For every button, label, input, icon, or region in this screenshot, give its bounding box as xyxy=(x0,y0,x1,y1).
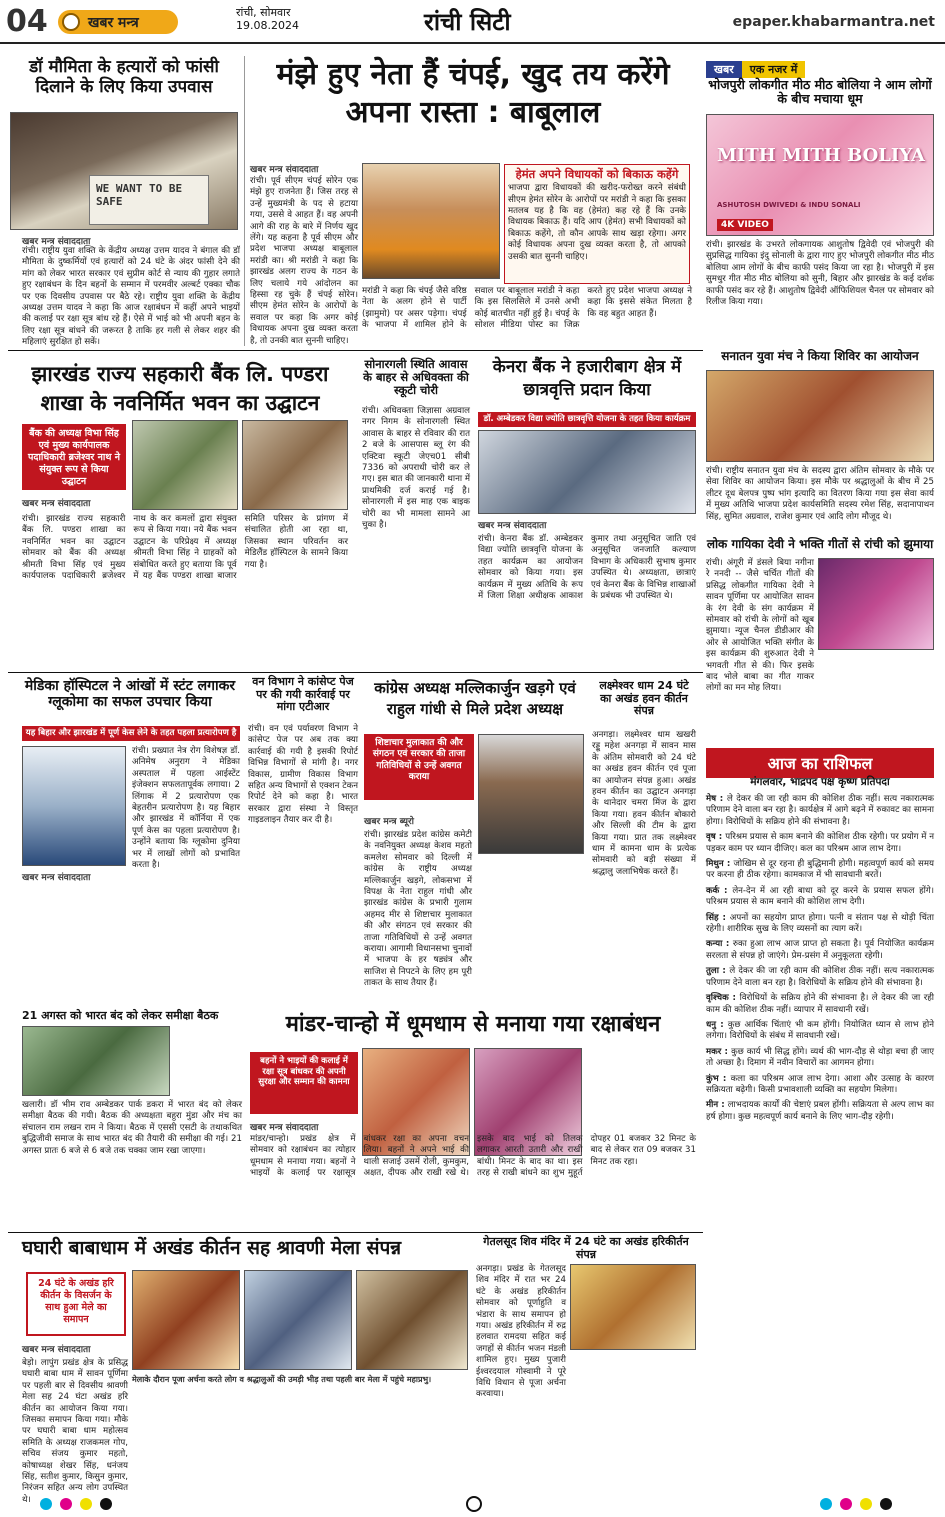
rashifal-sign: कन्या : xyxy=(706,939,733,950)
bank-body: रांची। झारखंड राज्य सहकारी बैंक लि. पण्डरा शाखा का नवनिर्मित भवन का उद्घाटन सोमवार को बैंक की अध्यक्ष श्रीमती विभा सिंह एवं मुख्य कार्यपालक पदाधिकारी ब्रजेश्वर नाथ के कर कमलों द्वारा संयुक्त रूप से किया गया। नये बैंक भवन उद्घाटन के परिप्रेक्ष्य में अध्यक्ष श्रीमती विभा सिंह ने ग्राहकों को संबोधित करते हुए बताया कि पूर्व में यह बैंक पण्डरा शाखा बाजार समिति परिसर के प्रांगण में संचालित होती आ रहा था, जिसका स्थान परिवर्तन कर मेडिलैंड हॉस्पिटल के सामने किया गया है। xyxy=(22,514,348,582)
rashifal-text: विरोधियों के सक्रिय होने की संभावना है। ले देकर की जा रही काम की कोशिश ठीक नहीं। व्यापार में सावधानी रखें। xyxy=(706,993,934,1015)
rashifal-text: ले देकर की जा रही काम की कोशिश ठीक नहीं। सत्य नकारात्मक परिणाम देने वाला बन रहा है। विरोधियों के सक्रिय होने की संभावना है। xyxy=(706,966,934,988)
ghaghari-caption: मेलाके दौरान पूजा अर्चना करते लोग व श्रद्धालुओं की उमड़ी भीड़ तथा पहली बार मेला में पहुंचे महाप्रभु। xyxy=(132,1375,432,1384)
city-day: रांची, सोमवार xyxy=(236,6,291,19)
ghaghari-byline: खबर मन्त्र संवाददाता xyxy=(22,1345,91,1355)
bank-photo-1 xyxy=(132,420,238,510)
laxmeshwar-headline: लक्ष्मेश्वर धाम 24 घंटे का अखंड हवन कीर्तन संपन्न xyxy=(599,679,689,718)
doctor-photo xyxy=(22,746,126,866)
canara-callout: डॉ. अम्बेडकर विद्या ज्योति छात्रवृत्ति योजना के तहत किया कार्यक्रम xyxy=(478,412,696,427)
lead-byline: खबर मन्त्र संवाददाता xyxy=(250,165,319,175)
raksha-byline: खबर मन्त्र संवाददाता xyxy=(250,1123,319,1133)
lead-body-b: मरांडी ने कहा कि चंपई जैसे वरिष्ठ नेता के अलग होने से पार्टी (झामुमो) पर असर पड़ेगा। चंपई के भाजपा में शामिल होने के सवाल पर बाबूलाल मरांडी ने कहा कि इस सिलसिले में उनसे अभी कोई बातचीत नहीं हुई है। चंपई के सोशल मीडिया पोस्ट का जिक्र करते हुए प्रदेश भाजपा अध्यक्ष ने कहा कि इससे संकेत मिलता है कि वह बहुत आहत हैं। xyxy=(362,286,692,331)
cyan-mark-icon xyxy=(820,1498,832,1510)
congress-headline: कांग्रेस अध्यक्ष मल्लिकार्जुन खड़गे एवं राहुल गांधी से मिले प्रदेश अध्यक्ष xyxy=(374,679,576,718)
medica-callout: यह बिहार और झारखंड में पूर्ण केस लेने के तहत पहला प्रत्यारोपण है xyxy=(22,726,240,741)
medica-body-a: रांची। प्रख्यात नेत्र रोग विशेषज्ञ डॉ. अनिमेष अनुराग ने मेडिका अस्पताल में पहला आईस्टेंट इंजेक्शन सफलतापूर्वक लगाया। 2 लिंगाक में 2 प्रत्यारोपण एक बेहतरीन प्रत्यारोपण है। यह बिहार और झारखंड में कॉर्निया में एक पूर्ण केस का पहला प्रत्यारोपण है। उन्होंने बताया कि ग्लूकोमा दुनिया भर में लाखों लोगों को प्रभावित करता है। xyxy=(132,746,240,871)
rashifal-entry xyxy=(706,832,934,855)
devi-body-a: रांची। अंगूरी में डंसले बिया नगीना रे ननदी -- जैसे चर्चित गीतों की प्रसिद्ध लोकगीत गायिका देवी ने सावन पूर्णिमा पर आयोजित सावन के रंग देवी के संग कार्यक्रम में सोमवार को रांची के लोगों को खूब झुमाया। न्यूज चैनल डीडीआर की ओर से आयोजित भक्ति संगीत के इस कार्यक्रम की शुरुआत देवी ने भगवती गीत से की। फिर इसके बाद भोले बाबा का गीत गाकर लोगों का मन मोह लिया। xyxy=(706,558,814,694)
ghaghari-photo-3 xyxy=(356,1270,468,1370)
congress-byline: खबर मन्त्र ब्यूरो xyxy=(364,817,414,827)
rashifal-text: जोखिम से दूर रहना ही बुद्धिमानी होगी। महत्वपूर्ण कार्य को समय पर करना ही ठीक रहेगा। कामकाज में भी सावधानी बरतें। xyxy=(706,859,934,881)
bandh-photo xyxy=(22,1026,170,1096)
scooty-headline: सोनारगली स्थिति आवास के बाहर से अधिवक्ता की स्कूटी चोरी xyxy=(363,357,469,398)
sanatan-headline: सनातन युवा मंच ने किया शिविर का आयोजन xyxy=(721,349,919,363)
bandh-body: खलारी। डॉ भीम राव अम्बेडकर पार्क डकरा में भारत बंद को लेकर समीक्षा बैठक की गयी। बैठक की अध्यक्षता बहुरा मुंडा और मंच का संचालन राम लखन राम ने किया। बैठक में एससी एसटी के तथाकथित बुद्धिजीवी समाज के साथ भारत बंद की तैयारी की समीक्षा की गई। 21 अगस्त प्रातः 6 बजे से 6 बजे तक चक्का जाम रखा जाएगा। xyxy=(22,1100,242,1156)
rashifal-sign: मकर : xyxy=(706,1046,732,1057)
rashifal-text: रुका हुआ लाभ आज प्राप्त हो सकता है। पूर्व नियोजित कार्यक्रम सरलता से संपन्न हो जाएंगे। प्रेम-प्रसंग में अनुकूलता रहेगी। xyxy=(706,939,934,961)
canara-photo xyxy=(478,430,696,514)
sidebar-tag: खबर xyxy=(706,61,742,78)
rashifal-sign: मीन : xyxy=(706,1100,728,1111)
fast-headline: डॉ मौमिता के हत्यारों को फांसी दिलाने के लिए किया उपवास xyxy=(29,57,219,97)
rashifal-entry xyxy=(706,1020,934,1043)
ghaghari-photo-2 xyxy=(244,1270,352,1370)
bhojpuri-body: रांची। झारखंड के उभरते लोकगायक आशुतोष द्विवेदी एवं भोजपुरी की सुप्रसिद्ध गायिका इंदु सोनाली के द्वारा गाए हुए भोजपुरी लोकगीत मीठ मीठ बोलिया आम लोगों के बीच काफी पसंद किया जा रहा है। भोजपुरी में इस सुमधुर गीत मीठ मीठ बोलिया को सुनी, बिहार और झारखंड के कई दर्शक काफी पसंद कर रहे हैं। आशुतोष द्विवेदी ऑफिशियल चैनल पर सोमवार को रिलीज किया गया। xyxy=(706,240,934,308)
canara-body: रांची। केनरा बैंक डॉ. अम्बेडकर विद्या ज्योति छात्रवृत्ति योजना के तहत कार्यक्रम का आयोजन सोमवार को किया गया। इस कार्यक्रम में मुख्य अतिथि के रूप में जिला शिक्षा अधीक्षक आकाश कुमार तथा अनुसूचित जाति एवं अनुसूचित जनजाति कल्याण विभाग के अधिकारी सुभाष कुमार उपस्थित थे। अध्यक्षता, छात्राएं एवं केनरा बैंक के विभिन्न शाखाओं के प्रबंधक भी उपस्थित थे। xyxy=(478,534,696,602)
rashifal-sign: मेष : xyxy=(706,794,727,804)
rashifal-sign: कर्क : xyxy=(706,885,733,896)
ghaghari-headline: घघारी बाबाधाम में अखंड कीर्तन सह श्रावणी मेला संपन्न xyxy=(22,1237,402,1259)
yellow-mark-icon xyxy=(860,1498,872,1510)
rashifal-entry xyxy=(706,993,934,1016)
raksha-callout: बहनों ने भाइयों की कलाई में रक्षा सूत्र बांधकर की अपनी सुरक्षा और सम्मान की कामना xyxy=(250,1052,358,1114)
cyan-mark-icon xyxy=(40,1498,52,1510)
congress-body: रांची। झारखंड प्रदेश कांग्रेस कमेटी के नवनियुक्त अध्यक्ष केशव महतो कमलेश सोमवार को दिल्ली में कांग्रेस के राष्ट्रीय अध्यक्ष मल्लिकार्जुन खड़गे, लोकसभा में विपक्ष के नेता राहुल गांधी और झारखंड कांग्रेस के प्रभारी गुलाम अहमद मीर से शिष्टाचार मुलाकात की और संगठन एवं सरकार की ताजा गतिविधियों से उन्हें अवगत कराया। आगामी विधानसभा चुनावों में भाजपा के हर षड्यंत्र और साजिश से निपटने के लिए हम पूरी ताकत के साथ तैयार हैं। xyxy=(364,830,472,989)
bank-photo-2 xyxy=(242,420,348,510)
sidebar-kicker: एक नजर में xyxy=(742,61,806,78)
rashifal-text: परिश्रम प्रयास से काम बनाने की कोशिश ठीक रहेगी। पर प्रयोग में न पड़कर काम पर ध्यान दीजिए। कल का परिश्रम आज लाभ देगा। xyxy=(706,832,935,854)
dateline xyxy=(236,6,299,32)
rashifal-sign: धनु : xyxy=(706,1019,728,1030)
medica-byline: खबर मन्त्र संवाददाता xyxy=(22,873,91,883)
congress-callout: शिष्टाचार मुलाकात की और संगठन एवं सरकार की ताजा गतिविधियों से उन्हें अवगत कराया xyxy=(364,734,474,800)
rashifal-text: अपनों का सहयोग प्राप्त होगा। पत्नी व संतान पक्ष से थोड़ी चिंता रहेगी। शारीरिक सुख के लिए व्यसनों का त्याग करें। xyxy=(706,912,934,935)
rashifal-entry xyxy=(706,966,934,989)
shiv-body: अनगड़ा। प्रखंड के गेतलसूद शिव मंदिर में रात भर 24 घंटे के अखंड हरिकीर्तन सोमवार को पूर्णाहुति व भंडारा के साथ समापन हो गया। अखंड हरिकीर्तन में रुद्र हलवात रामदया सहित कई जगहों से कीर्तन भजन मंडली शामिल हुए। मुख्य पुजारी ईश्वरदयाल गोस्वामी ने पूरे विधि विधान से पूजा अर्चना करवाया। xyxy=(476,1264,566,1400)
sanatan-body: रांची। राष्ट्रीय सनातन युवा मंच के सदस्य द्वारा अंतिम सोमवार के मौके पर सेवा शिविर का आयोजन किया। इस मौके पर श्रद्धालुओं के बीच में 25 लीटर दूध बेलपत्र पुष्प भांग इत्यादि का वितरण किया गया इस सेवा कार्य में मुख्य अतिथि भाजपा प्रदेश कार्यसमिति सदस्य रमेश सिंह, सदानापाथन सिंह, सुमित अग्रवाल, राजेश कुमार एवं आदि लोग मौजूद थे। xyxy=(706,466,934,522)
medica-headline: मेडिका हॉस्पिटल ने आंखों में स्टंट लगाकर ग्लूकोमा का सफल उपचार किया xyxy=(24,678,236,711)
rashifal-sign: सिंह : xyxy=(706,912,730,923)
site-link[interactable]: epaper.khabarmantra.net xyxy=(732,14,935,30)
sub-headline: हेमंत अपने विधायकों को बिकाऊ कहेंगे xyxy=(515,167,679,181)
rashifal-list xyxy=(706,794,934,1484)
magenta-mark-icon xyxy=(60,1498,72,1510)
bank-callout: बैंक की अध्यक्ष विभा सिंह एवं मुख्य कार्यपालक पदाधिकारी ब्रजेश्वर नाथ ने संयुक्त रूप से किया उद्घाटन xyxy=(22,424,126,490)
forest-body: रांची। वन एवं पर्यावरण विभाग ने कांसेप्ट पेज पर अब तक क्या कार्रवाई की गयी है इसकी रिपोर्ट विभिन्न विभागों से मांगी है। नगर विकास, ग्रामीण विकास विभाग सहित अन्य विभागों से एक्शन टेकन रिपोर्ट देने को कहा है। भारत सरकार द्वारा संस्था ने विस्तृत गाइडलाइन तैयार कर दी है। xyxy=(248,724,358,826)
sub-body: भाजपा द्वारा विधायकों की खरीद-फरोख्त करने संबंधी सीएम हेमंत सोरेन के आरोपों पर मरांडी ने कहा कि इसका मतलब यह है कि वह (हेमंत) कह रहे हैं कि उनके विधायक बिकाऊ हैं। यदि आप (हेमंत) सभी विधायकों को बिकाऊ कहेंगे, तो कौन आपके साथ खड़ा रहेगा। अगर कोई विधायक अपना दुख व्यक्त करता है, तो आपको उसकी बात सुननी चाहिए। xyxy=(508,183,686,262)
forest-headline: वन विभाग ने कांसेप्ट पेज पर की गयी कार्रवाई पर मांगा एटीआर xyxy=(252,675,354,714)
rashifal-entry xyxy=(706,1100,934,1123)
rashifal-text: कुछ आर्थिक चिंताएं भी कम होंगी। नियोजित ध्यान से लाभ होने लगेगा। विरोधियों के संबंध में सावधानी रखें। xyxy=(706,1019,934,1042)
ghaghari-body-a: बेड़ो। लापुंग प्रखंड क्षेत्र के प्रसिद्ध घघारी बाबा धाम में सावन पूर्णिमा पर पहली बार से दिवसीय श्रावणी मेला सह 24 घंटा अखंड हरि कीर्तन का आयोजन किया गया। जिसका समापन किया गया। मौके पर घघारी बाबा धाम महोत्सव समिति के अध्यक्ष राजकमल गोप, सचिव संजय कुमार महतो, कोषाध्यक्ष शेखर सिंह, धनंजय सिंह, सतीश कुमार, किसुन कुमार, निरंजन सहित अन्य लोग उपस्थित थे। xyxy=(22,1358,128,1505)
shiv-headline: गेतलसूद शिव मंदिर में 24 घंटे का अखंड हरिकीर्तन संपन्न xyxy=(483,1235,689,1261)
sidebar-header xyxy=(706,58,805,77)
section-title: रांची सिटी xyxy=(424,8,511,36)
poster-credit: ASHUTOSH DWIVEDI & INDU SONALI xyxy=(717,201,861,209)
canara-headline: केनरा बैंक ने हजारीबाग क्षेत्र में छात्रवृत्ति प्रदान किया xyxy=(492,357,682,400)
divider xyxy=(244,56,245,346)
rashifal-entry xyxy=(706,886,934,909)
raksha-headline: मांडर-चान्हो में धूमधाम से मनाया गया रक्षाबंधन xyxy=(285,1012,661,1037)
yellow-mark-icon xyxy=(80,1498,92,1510)
sanatan-photo xyxy=(706,370,934,462)
fast-body: रांची। राष्ट्रीय युवा शक्ति के केंद्रीय अध्यक्ष उत्तम यादव ने बंगाल की डॉ मौमिता के दुष्कर्मियों एवं हत्यारों को 24 घंटे के अंदर फांसी देने की मांग को लेकर भारत सरकार एवं सुप्रीम कोर्ट से न्याय की गुहार लगाते हुए रक्षाबंधन के दिन बहनों के सम्मान में परमवीर अल्बर्ट एक्का चौक पर एक दिवसीय उपवास पर बैठे रहे। राष्ट्रीय युवा शक्ति के केंद्रीय अध्यक्ष उत्तम यादव ने कहा कि आज रक्षाबंधन में कहीं अपने भाइयों की कलाई पर रक्षा सूत्र बांध रहे हैं। ऐसे में भाई को भी अपनी बहन के लिए रक्षा सूत्र बांधने की जरूरत है ताकि हर गली से लेकर शहर की महिलाएं सुरक्षित हो सकें। xyxy=(22,246,240,348)
raksha-body: मांडर/चान्हो। प्रखंड क्षेत्र में सोमवार को रक्षाबंधन का त्योहार धूमधाम से मनाया गया। बहनों ने भाइयों के कलाई पर रक्षासूत्र बांधकर रक्षा का अपना वचन लिया। बहनों ने अपने भाई की थाली सजाई उसमें रोली, कुमकुम, अक्षत, दीपक और राखी रखे थे। इसके बाद भाई को तिलक लगाकर आरती उतारी और राखी बांधी। मिनट के बाद का था। इस तरह से राखी बांधने का शुभ मुहूर्त दोपहर 01 बजकर 32 मिनट के बाद से लेकर रात 09 बजकर 31 मिनट तक रहा। xyxy=(250,1134,696,1179)
rashifal-text: लाभदायक कार्यों की चेष्टाएं प्रबल होंगी। सक्रियता से अल्प लाभ का हर्ष होगा। कुछ महत्वपूर्ण कार्य बनाने के लिए भाग-दौड़ रहेगी। xyxy=(706,1100,934,1122)
brand-name: खबर मन्त्र xyxy=(88,15,139,31)
bhojpuri-headline: भोजपुरी लोकगीत मीठ मीठ बोलिया ने आम लोगों के बीच मचाया धूम xyxy=(708,77,932,107)
rashifal-text: कला का परिश्रम आज लाभ देगा। आशा और उत्साह के कारण सक्रियता बढ़ेगी। किसी प्रभावशाली व्यक्ति का सहयोग मिलेगा। xyxy=(706,1073,934,1095)
black-mark-icon xyxy=(100,1498,112,1510)
bank-byline: खबर मन्त्र संवाददाता xyxy=(22,499,91,509)
rashifal-entry xyxy=(706,859,934,882)
rashifal-entry xyxy=(706,913,934,936)
poster-title: MITH MITH BOLIYA xyxy=(717,145,925,166)
rashifal-sign: तुला : xyxy=(706,966,730,977)
brand-logo[interactable] xyxy=(58,10,178,34)
devi-photo xyxy=(818,558,934,650)
rule xyxy=(8,350,703,351)
page-number: 04 xyxy=(6,4,48,39)
rashifal-entry xyxy=(706,1047,934,1070)
magenta-mark-icon xyxy=(840,1498,852,1510)
rashifal-text: लेन-देन में आ रही बाधा को दूर करने के प्रयास सफल होंगे। परिश्रम प्रयास से काम बनाने की कोशिश लाभ देगी। xyxy=(706,885,934,908)
fast-byline: खबर मन्त्र संवाददाता xyxy=(22,237,91,247)
rashifal-subtitle: मंगलवार, भाद्रपद पक्ष कृष्ण प्रतिपदा xyxy=(750,776,890,788)
rashifal-entry xyxy=(706,794,934,828)
sub-box xyxy=(504,164,690,284)
fast-photo xyxy=(10,112,238,230)
bandh-headline: 21 अगस्त को भारत बंद को लेकर समीक्षा बैठक xyxy=(22,1009,219,1022)
devi-headline: लोक गायिका देवी ने भक्ति गीतों से रांची को झुमाया xyxy=(706,537,934,551)
scooty-body: रांची। अधिवक्ता जिज्ञासा अग्रवाल नगर निगम के सोनारगली स्थित आवास के बाहर से रविवार की रात 2 बजे के आसपास ब्लू रंग की एक्टिवा स्कूटी जेएच01 सीबी 7336 को अपराधी चोरी कर ले गए। इस बात की जानकारी थाना में प्राथमिकी दर्ज कराई गई है। सोनारगली में इस माह एक बाइक चोरी का भी मामला सामने आ चुका है। xyxy=(362,406,470,531)
logo-icon xyxy=(62,13,80,31)
congress-photo xyxy=(478,734,584,854)
lead-headline: मंझे हुए नेता हैं चंपई, खुद तय करेंगे अपना रास्ता : बाबूलाल xyxy=(276,57,670,130)
laxmeshwar-body: अनगड़ा। लक्ष्मेश्वर धाम खखरी रड्डू महेश अनगड़ा में सावन मास के अंतिम सोमवारी को 24 घंटे का अखंड हवन कीर्तन एवं पूजा का आयोजन संपन्न हुआ। अखंड हवन कीर्तन का उद्घाटन अनगड़ा के थानेदार चमरा मिंज के द्वारा किया गया। हवन कीर्तन बोकारो और सिल्ली की टीम के द्वारा किया गया। प्रात तक लक्ष्मेश्वर धाम में कामना धाम के प्रत्येक सोमवारी को बड़ी संख्या में श्रद्धालु जलाभिषेक करते हैं। xyxy=(592,730,696,877)
lead-body-a: रांची। पूर्व सीएम चंपई सोरेन एक मंझे हुए राजनेता हैं। जिस तरह से उन्हें मुख्यमंत्री के पद से हटाया गया, उससे वे आहत हैं। वह अपनी आगे की राह के बारे में निर्णय खुद लेंगे। यह कहना है पूर्व सीएम और प्रदेश भाजपा अध्यक्ष बाबूलाल मरांडी का। श्री मरांडी ने कहा कि झारखंड अलग राज्य के गठन के लिए चलाये गये आंदोलन का हिस्सा रह चुके हैं चंपई सोरेन। सीएम हेमंत सोरेन के आरोपों के सवाल पर कहा कि अगर कोई विधायक अपना दुख व्यक्त करता है, तो उनकी बात सुननी चाहिए। xyxy=(250,176,358,346)
poster-badge: 4K VIDEO xyxy=(717,219,773,231)
song-poster xyxy=(706,114,934,236)
protest-placard: WE WANT TO BE SAFE xyxy=(89,175,209,225)
rule xyxy=(8,672,703,673)
rule xyxy=(8,1232,703,1233)
issue-date: 19.08.2024 xyxy=(236,19,299,32)
crosshair-icon xyxy=(466,1496,482,1512)
rashifal-text: कुछ कार्य भी सिद्ध होंगे। व्यर्थ की भाग-दौड़ से थोड़ा बचा ही जाए तो अच्छा है। दिमाग में नवीन विचारों का आगमन होगा। xyxy=(706,1046,934,1069)
black-mark-icon xyxy=(880,1498,892,1510)
rashifal-sign: मिथुन : xyxy=(706,859,734,870)
footer-registration-marks xyxy=(0,1490,945,1517)
rashifal-sign: कुंभ : xyxy=(706,1073,731,1084)
babulal-photo xyxy=(362,163,500,279)
ghaghari-photo-1 xyxy=(132,1270,240,1370)
canara-byline: खबर मन्त्र संवाददाता xyxy=(478,521,547,531)
rashifal-text: ले देकर की जा रही काम की कोशिश ठीक नहीं। सत्य नकारात्मक परिणाम देने वाला बन रहा है। कार्यक्षेत्र में आगे बढ़ने में रुकावट का सामना होगा। विरोधियों के सक्रिय होने की संभावना है। xyxy=(706,794,934,827)
rashifal-sign: वृश्चिक : xyxy=(706,993,740,1004)
rashifal-entry xyxy=(706,939,934,962)
bank-headline: झारखंड राज्य सहकारी बैंक लि. पण्डरा शाखा के नवनिर्मित भवन का उद्घाटन xyxy=(31,362,329,415)
rashifal-title: आज का राशिफल xyxy=(706,748,934,778)
rashifal-sign: वृष : xyxy=(706,832,726,843)
rashifal-entry xyxy=(706,1074,934,1097)
shiv-photo xyxy=(570,1264,696,1350)
masthead xyxy=(0,0,945,44)
ghaghari-callout: 24 घंटे के अखंड हरि कीर्तन के विसर्जन के साथ हुआ मेले का समापन xyxy=(26,1272,126,1336)
